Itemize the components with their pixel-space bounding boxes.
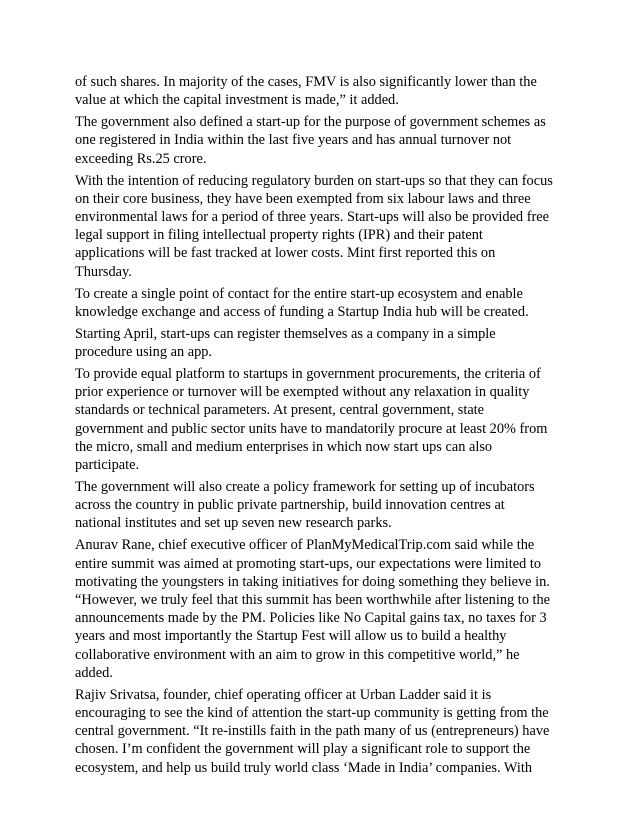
text-line: The government also defined a start-up for the purpose of government schemes as <box>75 114 546 131</box>
text-line: To create a single point of contact for the entire start-up ecosystem and enable <box>75 285 523 302</box>
text-line: the micro, small and medium enterprises in which now start ups can also <box>75 438 493 455</box>
paragraph-startup-definition <box>75 113 577 168</box>
article-body <box>75 73 577 781</box>
text-line: chosen. I’m confident the government will play a significant role to support the <box>75 741 531 758</box>
text-line: The government will also create a policy framework for setting up of incubators <box>75 479 535 496</box>
paragraph-rajiv-srivatsa-quote <box>75 686 577 777</box>
text-line: To provide equal platform to startups in government procurements, the criteria of <box>75 366 541 383</box>
text-line: Starting April, start-ups can register themselves as a company in a simple <box>75 325 496 342</box>
text-line: motivating the youngsters in taking initiatives for doing something they believe in. <box>75 573 550 590</box>
paragraph-fmv-conclusion <box>75 73 577 109</box>
paragraph-startup-hub <box>75 285 577 321</box>
paragraph-regulatory-burden <box>75 172 577 281</box>
text-line: central government. “It re-instills faith in the path many of us (entrepreneurs) have <box>75 723 550 740</box>
text-line: procedure using an app. <box>75 344 213 361</box>
text-line: added. <box>75 664 113 681</box>
text-line: prior experience or turnover will be exempted without any relaxation in quality <box>75 384 530 401</box>
text-line: participate. <box>75 457 140 474</box>
text-line: environmental laws for a period of three years. Start-ups will also be provided free <box>75 209 549 226</box>
text-line: announcements made by the PM. Policies like No Capital gains tax, no taxes for 3 <box>75 610 547 627</box>
paragraph-incubators <box>75 478 577 533</box>
text-line: years and most importantly the Startup Fest will allow us to build a healthy <box>75 628 507 645</box>
text-line: government and public sector units have to mandatorily procure at least 20% from <box>75 420 548 437</box>
text-line: With the intention of reducing regulatory burden on start-ups so that they can focus <box>75 172 553 189</box>
text-line: Thursday. <box>75 263 132 280</box>
text-line: Rajiv Srivatsa, founder, chief operating officer at Urban Ladder said it is <box>75 686 492 703</box>
text-line: national institutes and set up seven new research parks. <box>75 515 392 532</box>
paragraph-app-registration <box>75 325 577 361</box>
text-line: legal support in filing intellectual property rights (IPR) and their patent <box>75 227 483 244</box>
paragraph-procurement <box>75 365 577 474</box>
text-line: knowledge exchange and access of funding a Startup India hub will be created. <box>75 303 529 320</box>
text-line: encouraging to see the kind of attention the start-up community is getting from the <box>75 705 549 722</box>
text-line: entire summit was aimed at promoting start-ups, our expectations were limited to <box>75 555 542 572</box>
text-line: collaborative environment with an aim to grow in this competitive world,” he <box>75 646 520 663</box>
text-line: one registered in India within the last five years and has annual turnover not <box>75 132 512 149</box>
text-line: of such shares. In majority of the cases, FMV is also significantly lower than the <box>75 74 537 90</box>
text-line: applications will be fast tracked at lower costs. Mint first reported this on <box>75 245 496 262</box>
text-line: standards or technical parameters. At present, central government, state <box>75 402 485 419</box>
text-line: Anurav Rane, chief executive officer of PlanMyMedicalTrip.com said while the <box>75 537 535 554</box>
text-line: “However, we truly feel that this summit has been worthwhile after listening to the <box>75 592 551 609</box>
text-line: on their core business, they have been exempted from six labour laws and three <box>75 190 531 207</box>
text-line: across the country in public private partnership, build innovation centres at <box>75 497 505 514</box>
text-line: value at which the capital investment is made,” it added. <box>75 92 399 109</box>
paragraph-anurav-rane-quote <box>75 536 577 682</box>
text-line: exceeding Rs.25 crore. <box>75 150 207 167</box>
text-line: ecosystem, and help us build truly world class ‘Made in India’ companies. With <box>75 759 532 776</box>
